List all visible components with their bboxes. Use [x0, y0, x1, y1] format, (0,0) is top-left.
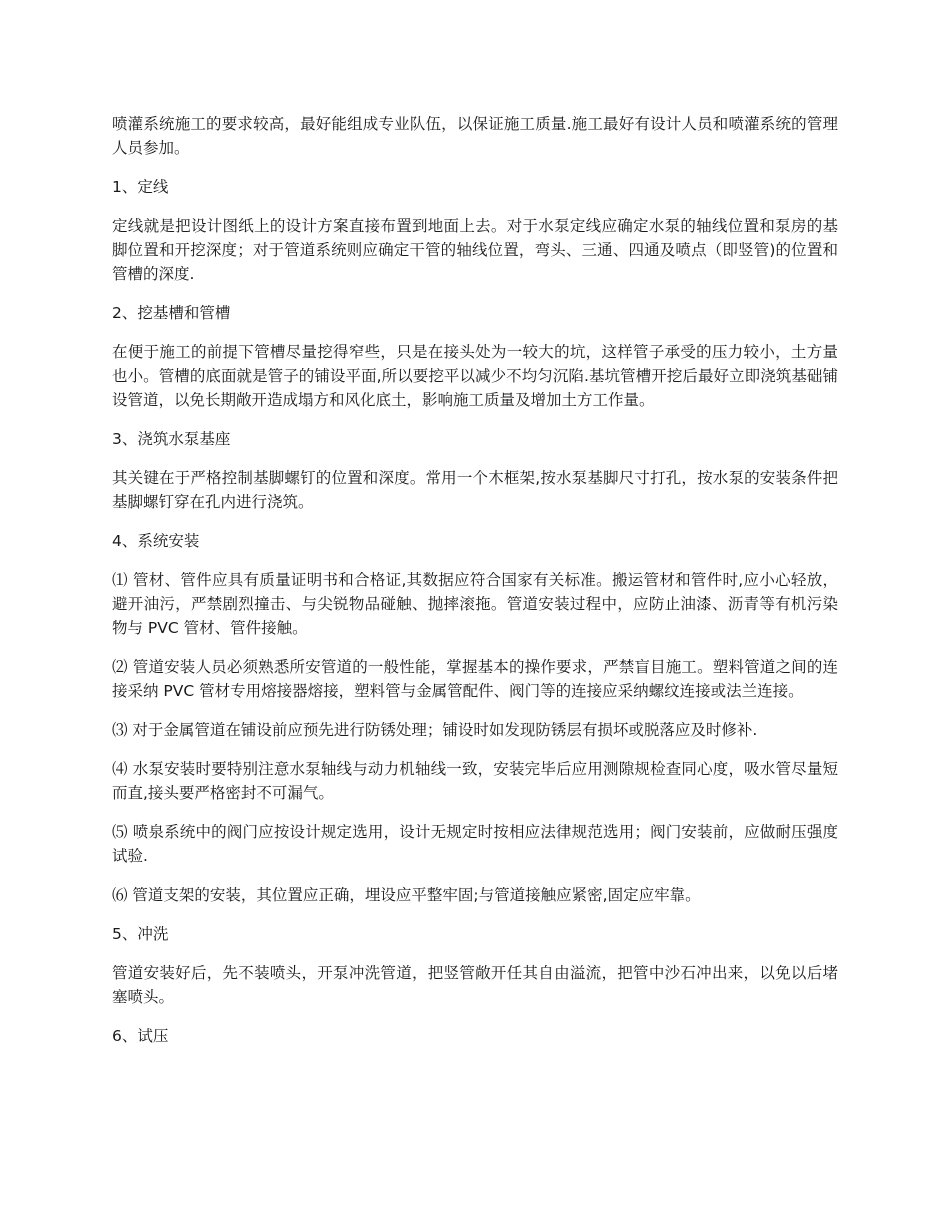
install-item-5: ⑸ 喷泉系统中的阀门应按设计规定选用，设计无规定时按相应法律规范选用；阀门安装前，应做耐压强度试验.: [112, 823, 838, 865]
section-heading-3: 3、浇筑水泵基座: [112, 430, 231, 448]
section-paragraph-5: 管道安装好后，先不装喷头，开泵冲洗管道，把竖管敞开任其自由溢流，把管中沙石冲出来，以免以后堵塞喷头。: [112, 964, 838, 1006]
section-heading-1: 1、定线: [112, 178, 169, 196]
install-item-1: ⑴ 管材、管件应具有质量证明书和合格证,其数据应符合国家有关标准。搬运管材和管件时,应小心轻放，避开油污，严禁剧烈撞击、与尖锐物品碰触、抛摔滚拖。管道安装过程中，应防止油漆、沥青等有机污染物与 PVC 管材、管件接触。: [112, 571, 838, 637]
install-item-4: ⑷ 水泵安装时要特别注意水泵轴线与动力机轴线一致，安装完毕后应用测隙规检查同心度，吸水管尽量短而直,接头要严格密封不可漏气。: [112, 760, 838, 802]
intro-paragraph: 喷灌系统施工的要求较高，最好能组成专业队伍，以保证施工质量.施工最好有设计人员和喷灌系统的管理人员参加。: [112, 115, 838, 157]
document-page: [112, 112, 838, 1063]
section-heading-4: 4、系统安装: [112, 532, 200, 550]
install-item-2: ⑵ 管道安装人员必须熟悉所安管道的一般性能，掌握基本的操作要求，严禁盲目施工。塑料管道之间的连接采纳 PVC 管材专用熔接器熔接，塑料管与金属管配件、阀门等的连接应采纳螺纹连接或法兰连接。: [112, 658, 838, 700]
install-item-6: ⑹ 管道支架的安装，其位置应正确，埋设应平整牢固;与管道接触应紧密,固定应牢靠。: [112, 886, 701, 904]
section-paragraph-2: 在便于施工的前提下管槽尽量挖得窄些，只是在接头处为一较大的坑，这样管子承受的压力较小，土方量也小。管槽的底面就是管子的铺设平面,所以要挖平以减少不均匀沉陷.基坑管槽开挖后最好立即浇筑基础铺设管道，以免长期敞开造成塌方和风化底土，影响施工质量及增加土方工作量。: [112, 343, 838, 409]
install-item-3: ⑶ 对于金属管道在铺设前应预先进行防锈处理；铺设时如发现防锈层有损坏或脱落应及时修补.: [112, 721, 758, 739]
section-heading-2: 2、挖基槽和管槽: [112, 304, 231, 322]
section-paragraph-1: 定线就是把设计图纸上的设计方案直接布置到地面上去。对于水泵定线应确定水泵的轴线位置和泵房的基脚位置和开挖深度；对于管道系统则应确定干管的轴线位置，弯头、三通、四通及喷点（即竖管)的位置和管槽的深度.: [112, 217, 838, 283]
section-heading-6: 6、试压: [112, 1027, 169, 1045]
section-heading-5: 5、冲洗: [112, 925, 169, 943]
section-paragraph-3: 其关键在于严格控制基脚螺钉的位置和深度。常用一个木框架,按水泵基脚尺寸打孔，按水泵的安装条件把基脚螺钉穿在孔内进行浇筑。: [112, 469, 838, 511]
